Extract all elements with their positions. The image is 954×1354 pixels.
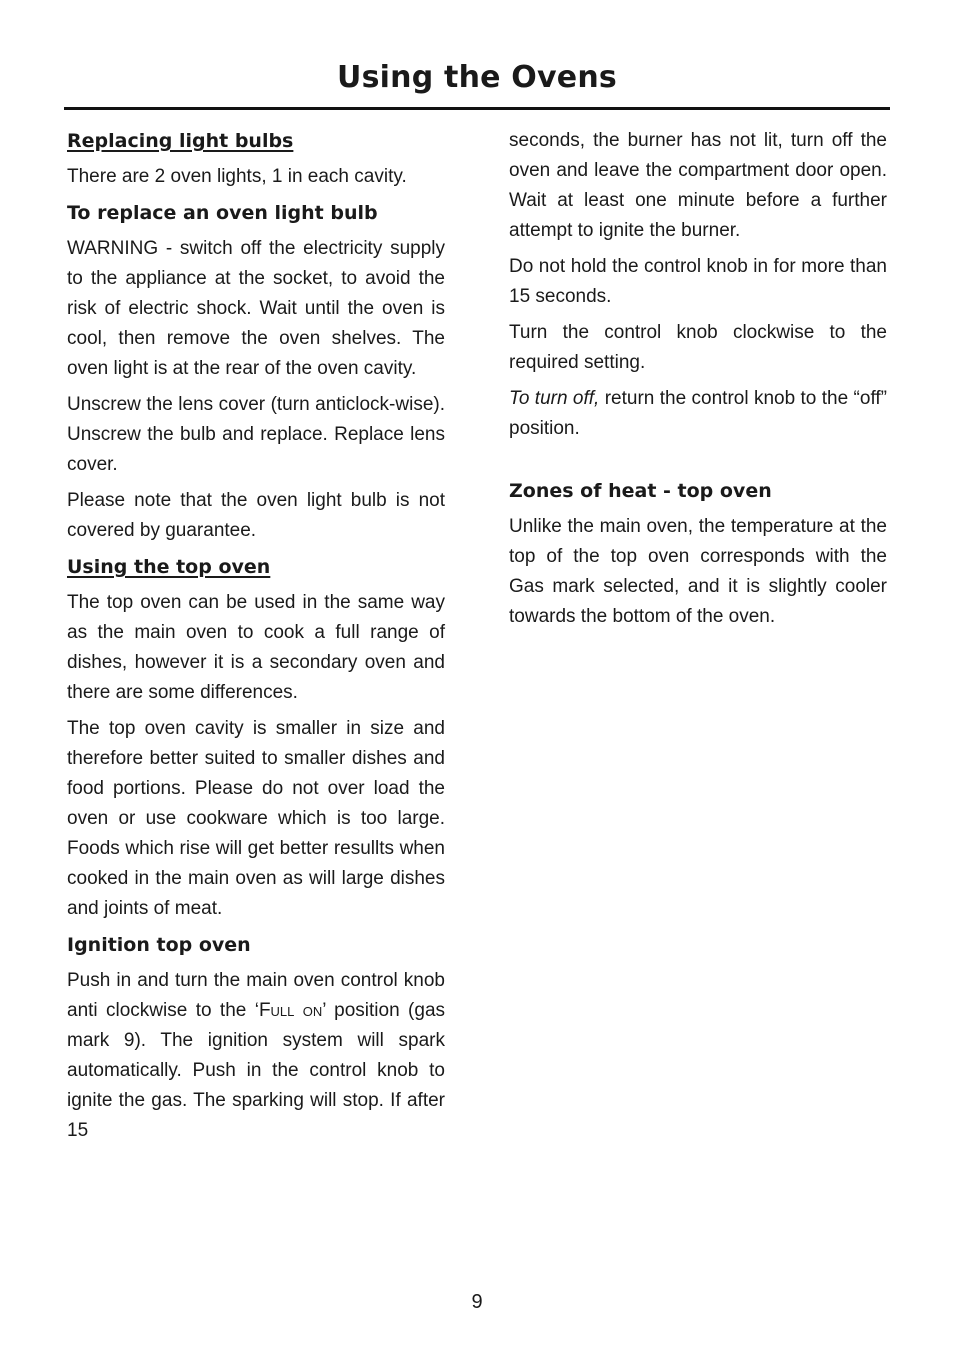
paragraph-ignition-continued: seconds, the burner has not lit, turn off the oven and leave the compartment door open. Wait at least one minute before a further attempt to ignite the burner. [509,130,887,241]
right-column [509,126,887,638]
heading-using-top-oven: Using the top oven [67,556,271,578]
paragraph-ignition-steps [67,966,445,1146]
turn-off-label: To turn off, [509,388,600,409]
turn-off-text: return the control knob to the “off” position. [509,388,887,439]
paragraph-do-not-hold: Do not hold the control knob in for more than 15 seconds. [509,256,887,307]
page-number: 9 [471,1291,483,1313]
paragraph-turn-off [509,384,887,444]
left-column [67,126,445,1146]
paragraph-turn-clockwise: Turn the control knob clockwise to the required setting. [509,322,887,373]
heading-replace-oven-bulb: To replace an oven light bulb [67,202,378,224]
paragraph-warning: WARNING - switch off the electricity supply to the appliance at the socket, to avoid the risk of electric shock. Wait until the oven is cool, then remove the oven shelves. The oven light is at the rear of the oven cavity. [67,238,445,379]
page-title: Using the Ovens [337,60,617,95]
paragraph-top-oven-size: The top oven cavity is smaller in size and therefore better suited to smaller dishes and food portions. Please do not over load the oven or use cookware which is too large. Foods which rise will get better resullts when cooked in the main oven as will large dishes and joints of meat. [67,718,445,919]
paragraph-guarantee-note: Please note that the oven light bulb is not covered by guarantee. [67,490,445,541]
heading-replacing-light-bulbs: Replacing light bulbs [67,130,294,152]
heading-ignition-top-oven: Ignition top oven [67,934,251,956]
title-divider [64,107,890,110]
ignition-text-end: ’ position (gas mark 9). The ignition system will spark automatically. Push in the control knob to ignite the gas. The sparking will stop. If after 15 [67,1000,446,1141]
paragraph-oven-lights: There are 2 oven lights, 1 in each cavity. [67,166,407,187]
full-on-setting: Full on [258,1000,323,1021]
paragraph-unscrew-lens: Unscrew the lens cover (turn anticlock-wise). Unscrew the bulb and replace. Replace lens cover. [67,394,445,475]
paragraph-top-oven-usage: The top oven can be used in the same way as the main oven to cook a full range of dishes, however it is a secondary oven and there are some differences. [67,592,445,703]
ignition-text-start: Push in and turn the main oven control knob anti clockwise to the ‘ [67,970,445,1021]
paragraph-zones-of-heat: Unlike the main oven, the temperature at the top of the top oven corresponds with the Gas mark selected, and it is slightly cooler towards the bottom of the oven. [509,516,887,627]
heading-zones-of-heat: Zones of heat - top oven [509,480,772,502]
